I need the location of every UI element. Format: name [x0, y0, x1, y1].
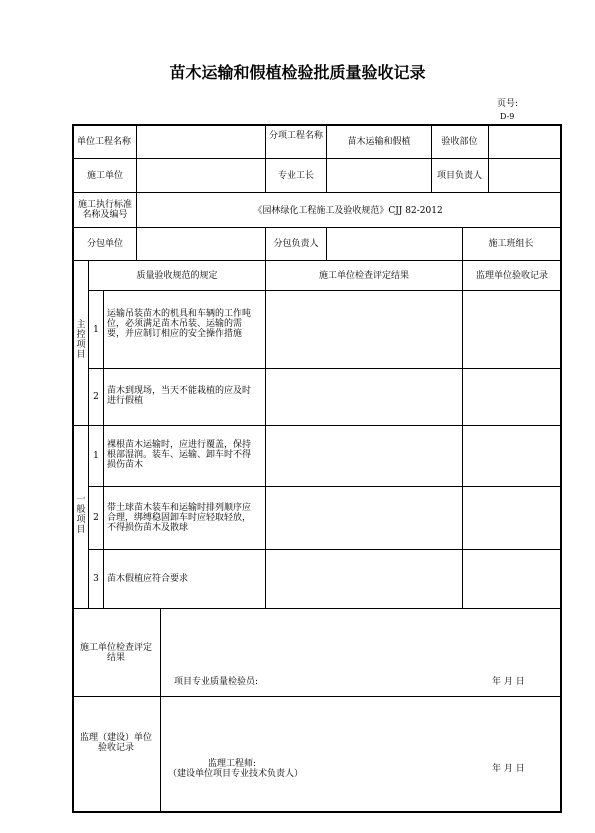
- page-title: 苗木运输和假植检验批质量验收记录: [169, 63, 426, 82]
- main-item-text: 运输吊装苗木的机具和车辆的工作吨位，必须满足苗木吊装、运输的需要，并应制订相应的安全操作措施: [107, 309, 252, 339]
- page-number-label: 页号:: [497, 99, 519, 109]
- inspector-label: 项目专业质量检验员:: [174, 677, 259, 687]
- date-label: 年 月 日: [492, 764, 525, 774]
- subcontractor-label: 分包单位: [86, 239, 123, 249]
- supervision-record-label: 监理（建设）单位验收记录: [80, 733, 153, 753]
- sub-project-value: 苗木运输和假植: [347, 137, 411, 147]
- general-item-no: 3: [93, 574, 99, 584]
- check-result-label: 施工单位检查评定结果: [80, 643, 153, 663]
- form-code: D-9: [500, 112, 515, 121]
- main-item-text: 苗木到现场，当天不能栽植的应及时进行假植: [107, 386, 252, 406]
- col-supervision-header: 监理单位验收记录: [475, 271, 548, 281]
- col-check-header: 施工单位检查评定结果: [318, 271, 409, 281]
- col-spec-header: 质量验收规范的规定: [136, 271, 218, 281]
- standard-value: 《园林绿化工程施工及验收规范》CJJ 82-2012: [253, 206, 443, 216]
- general-item-text: 裸根苗木运输时，应进行覆盖，保持根部湿润。装车、运输、卸车时不得损伤苗木: [107, 440, 252, 470]
- date-label: 年 月 日: [492, 677, 525, 687]
- unit-project-label: 单位工程名称: [77, 137, 132, 147]
- standard-label: 施工执行标准名称及编号: [77, 200, 132, 220]
- construction-unit-label: 施工单位: [86, 171, 123, 181]
- general-item-no: 2: [93, 513, 99, 523]
- sub-manager-label: 分包负责人: [273, 239, 319, 249]
- project-manager-label: 项目负责人: [436, 171, 482, 181]
- engineer-note: （建设单位项目专业技术负责人）: [168, 769, 304, 779]
- main-item-no: 1: [93, 325, 99, 335]
- general-group-label: 一般项目: [76, 495, 86, 535]
- sub-project-label: 分项工程名称: [268, 131, 323, 141]
- acceptance-part-label: 验收部位: [441, 137, 478, 147]
- general-item-text: 苗木假植应符合要求: [107, 574, 189, 584]
- general-item-no: 1: [93, 451, 99, 461]
- team-leader-label: 施工班组长: [488, 239, 534, 249]
- main-item-no: 2: [93, 392, 99, 402]
- main-group-label: 主控项目: [76, 320, 86, 360]
- foreman-label: 专业工长: [277, 171, 314, 181]
- engineer-label: 监理工程师:: [208, 759, 257, 769]
- general-item-text: 带土球苗木装车和运输时排列顺序应合理，绑缚稳固卸车时应轻取轻放，不得损伤苗木及散球: [107, 503, 252, 533]
